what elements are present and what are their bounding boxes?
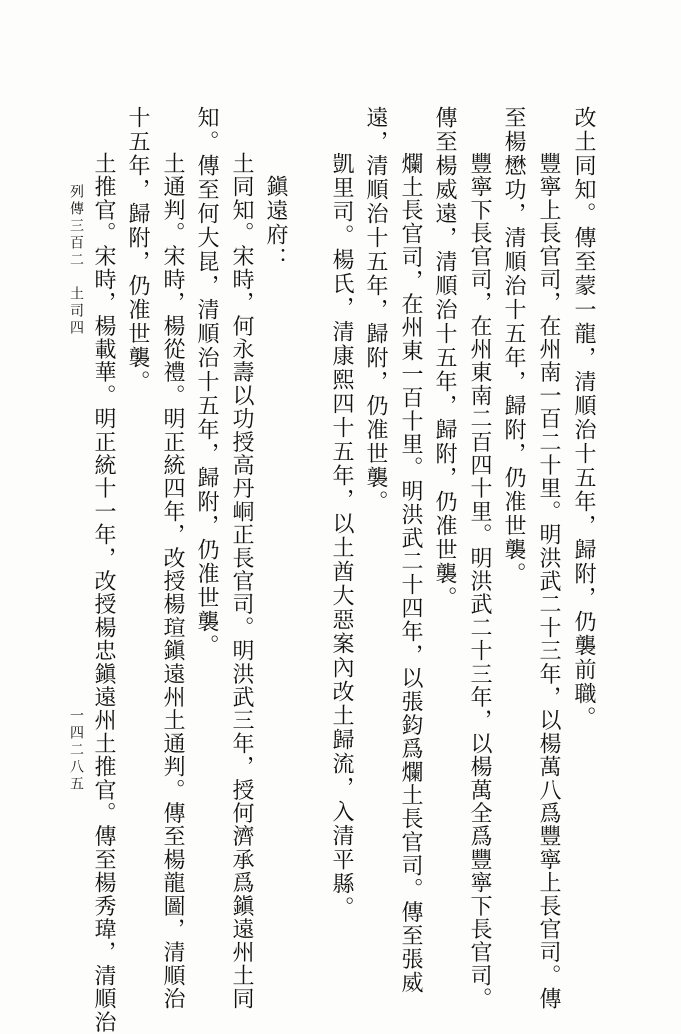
page-number: 一四二八五 (68, 708, 84, 793)
text-column-13: 土通判。宋時，楊從禮。明正統四年，改授楊瑄鎭遠州土通判。傳至楊龍圖，清順治 (160, 152, 185, 1011)
text-column-4: 豐寧下長官司，在州東南二百四十里。明洪武二十三年，以楊萬全爲豐寧下長官司。 (467, 152, 492, 1011)
text-column-11: 土同知。宋時，何永壽以功授高丹峒正長官司。明洪武三年，授何濟承爲鎭遠州土同 (229, 152, 254, 1011)
text-column-1: 改土同知。傳至蒙一龍，清順治十五年，歸附，仍襲前職。 (571, 106, 596, 730)
text-column-14: 十五年，歸附，仍准世襲。 (125, 106, 150, 394)
text-column-10: 鎭遠府： (263, 175, 288, 271)
text-column-15: 土推官。宋時，楊載華。明正統十一年，改授楊忠鎭遠州土推官。傳至楊秀瑋，清順治 (91, 152, 116, 1034)
running-head: 列傳三百二 土司四 (68, 184, 84, 337)
text-column-5: 傳至楊威遠，清順治十五年，歸附，仍准世襲。 (432, 106, 457, 610)
text-column-6: 爛土長官司，在州東一百十里。明洪武二十四年，以張鈞爲爛土長官司。傳至張威 (398, 152, 423, 995)
text-column-8: 凱里司。楊氏，清康熙四十五年，以土酋大惡案內改土歸流，入清平縣。 (329, 152, 354, 920)
text-column-2: 豐寧上長官司，在州南一百二十里。明洪武二十三年，以楊萬八爲豐寧上長官司。傳 (536, 152, 561, 1011)
text-column-12: 知。傳至何大昆，清順治十五年，歸附，仍准世襲。 (194, 106, 219, 658)
text-column-3: 至楊懋功，清順治十五年，歸附，仍准世襲。 (501, 106, 526, 586)
text-column-7: 遠，清順治十五年，歸附，仍准世襲。 (363, 106, 388, 514)
